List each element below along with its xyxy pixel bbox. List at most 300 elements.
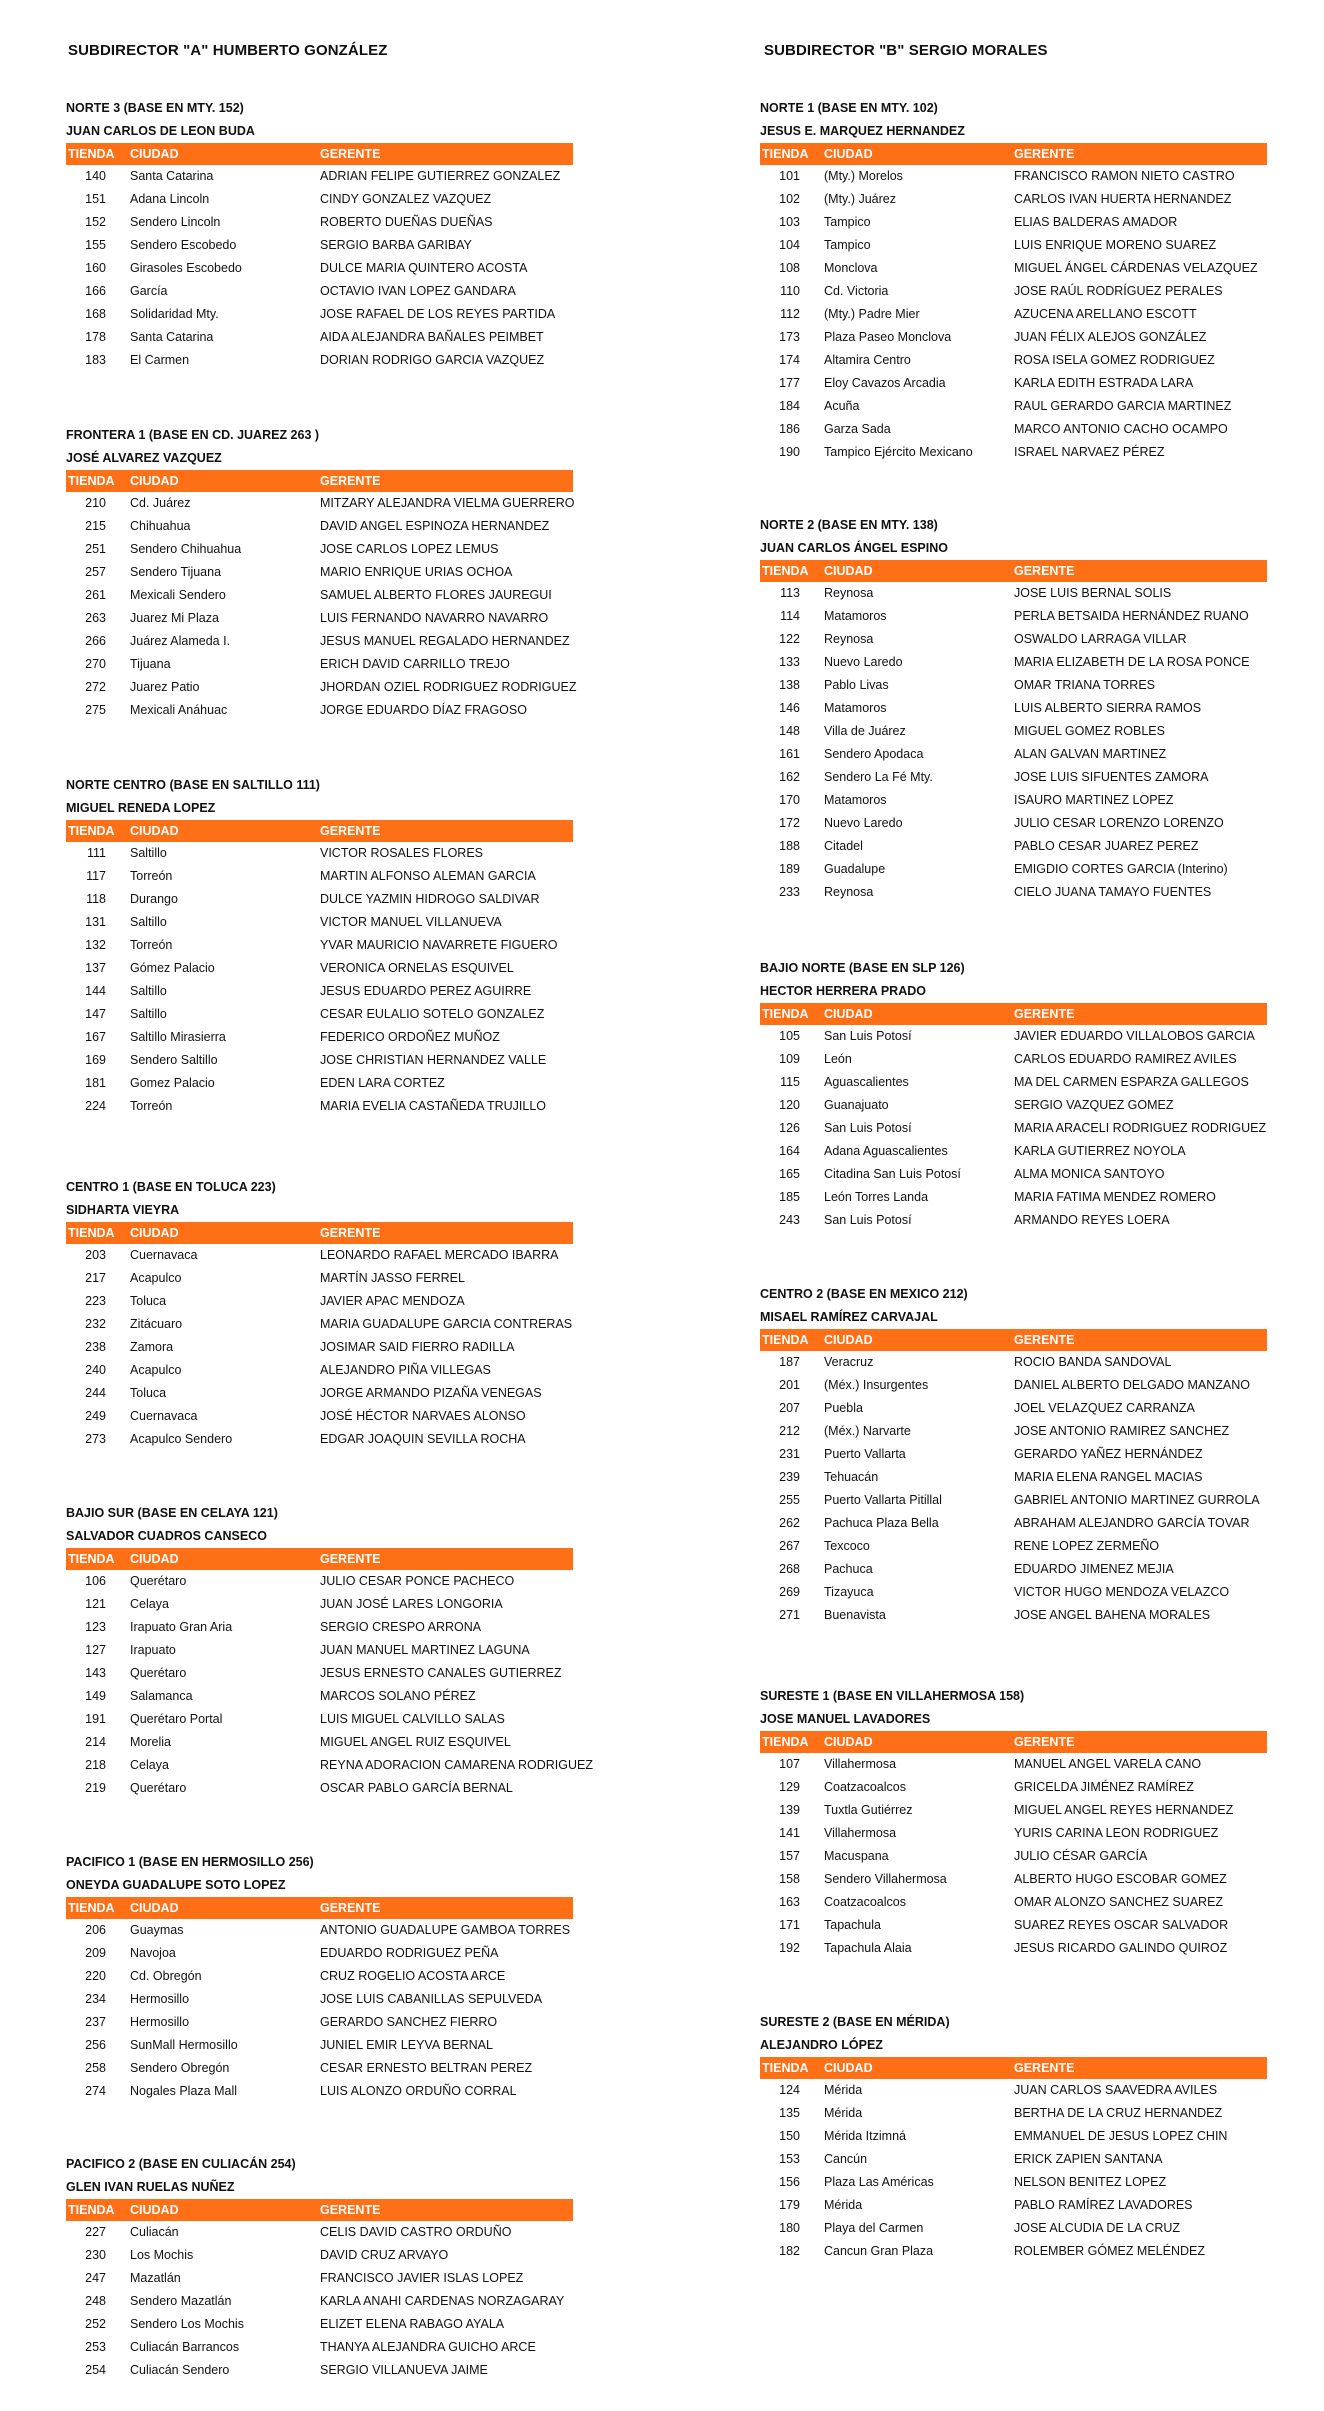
store-number: 187 — [779, 1355, 800, 1369]
table-row — [760, 1558, 1268, 1581]
store-manager: JOSE LUIS SIFUENTES ZAMORA — [1014, 770, 1209, 784]
table-row — [66, 2011, 574, 2034]
table-row — [66, 1428, 574, 1451]
store-number: 106 — [85, 1574, 106, 1588]
region-manager: GLEN IVAN RUELAS NUÑEZ — [66, 2180, 235, 2194]
column-header: CIUDAD — [130, 1901, 179, 1915]
column-header: TIENDA — [762, 1333, 809, 1347]
column-header: TIENDA — [762, 147, 809, 161]
store-number: 117 — [86, 869, 106, 883]
store-manager: DAVID ANGEL ESPINOZA HERNANDEZ — [320, 519, 550, 533]
store-manager: CESAR EULALIO SOTELO GONZALEZ — [320, 1007, 545, 1021]
store-number: 123 — [85, 1620, 106, 1634]
store-number: 146 — [779, 701, 800, 715]
table-row — [760, 1891, 1268, 1914]
region-block — [66, 2153, 574, 2382]
table-row — [66, 1359, 574, 1382]
store-city: Sendero Villahermosa — [824, 1872, 947, 1886]
store-manager: MARIA FATIMA MENDEZ ROMERO — [1014, 1190, 1216, 1204]
region-title: SURESTE 2 (BASE EN MÉRIDA) — [760, 2015, 950, 2029]
store-manager: FEDERICO ORDOÑEZ MUÑOZ — [320, 1030, 500, 1044]
store-manager: LUIS MIGUEL CALVILLO SALAS — [320, 1712, 505, 1726]
table-row — [760, 582, 1268, 605]
store-number: 164 — [779, 1144, 800, 1158]
table-row — [760, 2148, 1268, 2171]
region-title: NORTE CENTRO (BASE EN SALTILLO 111) — [66, 778, 320, 792]
table-row — [760, 766, 1268, 789]
store-number: 163 — [779, 1895, 800, 1909]
store-number: 129 — [779, 1780, 800, 1794]
region-title: NORTE 3 (BASE EN MTY. 152) — [66, 101, 244, 115]
table-row — [760, 234, 1268, 257]
store-manager: YVAR MAURICIO NAVARRETE FIGUERO — [320, 938, 558, 952]
table-row — [760, 1443, 1268, 1466]
store-manager: OSCAR PABLO GARCÍA BERNAL — [320, 1781, 513, 1795]
store-city: Plaza Las Américas — [824, 2175, 934, 2189]
store-city: Monclova — [824, 261, 878, 275]
store-number: 179 — [779, 2198, 800, 2212]
region-block — [66, 97, 574, 372]
region-block — [66, 424, 577, 722]
store-city: Saltillo — [130, 846, 167, 860]
store-number: 181 — [85, 1076, 106, 1090]
table-row — [66, 699, 574, 722]
store-city: Sendero Escobedo — [130, 238, 237, 252]
table-row — [760, 1822, 1268, 1845]
region-block — [66, 1502, 593, 1800]
store-city: Puerto Vallarta Pitillal — [824, 1493, 942, 1507]
store-city: Tuxtla Gutiérrez — [824, 1803, 913, 1817]
subdirector-title: SUBDIRECTOR "B" SERGIO MORALES — [764, 42, 1048, 59]
store-number: 230 — [85, 2248, 106, 2262]
region-block — [66, 1851, 574, 2103]
table-row — [760, 674, 1268, 697]
store-manager: ABRAHAM ALEJANDRO GARCÍA TOVAR — [1014, 1516, 1250, 1530]
store-number: 110 — [780, 284, 800, 298]
store-manager: BERTHA DE LA CRUZ HERNANDEZ — [1014, 2106, 1223, 2120]
store-number: 153 — [779, 2152, 800, 2166]
store-number: 143 — [85, 1666, 106, 1680]
store-city: Sendero Obregón — [130, 2061, 230, 2075]
store-number: 178 — [85, 330, 106, 344]
store-number: 247 — [85, 2271, 106, 2285]
store-city: Veracruz — [824, 1355, 874, 1369]
store-city: Cd. Juárez — [130, 496, 191, 510]
store-number: 240 — [85, 1363, 106, 1377]
store-city: Nuevo Laredo — [824, 655, 903, 669]
store-city: Tapachula Alaia — [824, 1941, 912, 1955]
store-city: Tampico — [824, 215, 871, 229]
store-number: 182 — [779, 2244, 800, 2258]
table-row — [760, 1776, 1268, 1799]
column-header: GERENTE — [320, 147, 381, 161]
store-city: León Torres Landa — [824, 1190, 929, 1204]
table-row — [760, 789, 1268, 812]
store-manager: KARLA GUTIERREZ NOYOLA — [1014, 1144, 1186, 1158]
store-city: Plaza Paseo Monclova — [824, 330, 952, 344]
store-number: 266 — [85, 634, 106, 648]
store-number: 232 — [85, 1317, 106, 1331]
region-title: NORTE 1 (BASE EN MTY. 102) — [760, 101, 938, 115]
store-manager: NELSON BENITEZ LOPEZ — [1014, 2175, 1167, 2189]
store-city: Querétaro Portal — [130, 1712, 223, 1726]
store-city: Villa de Juárez — [824, 724, 906, 738]
store-manager: JUAN JOSÉ LARES LONGORIA — [320, 1597, 503, 1611]
store-manager: ALAN GALVAN MARTINEZ — [1014, 747, 1167, 761]
store-manager: VERONICA ORNELAS ESQUIVEL — [320, 961, 514, 975]
store-city: Coatzacoalcos — [824, 1780, 906, 1794]
store-manager: JORGE EDUARDO DÍAZ FRAGOSO — [320, 703, 527, 717]
store-number: 220 — [85, 1969, 106, 1983]
store-manager: MARIA ELIZABETH DE LA ROSA PONCE — [1014, 655, 1250, 669]
store-city: Pachuca — [824, 1562, 873, 1576]
table-header — [66, 1548, 573, 1570]
column-header: GERENTE — [320, 474, 381, 488]
store-city: Tehuacán — [824, 1470, 879, 1484]
column-header: TIENDA — [68, 1552, 115, 1566]
store-city: Salamanca — [130, 1689, 193, 1703]
region-title: SURESTE 1 (BASE EN VILLAHERMOSA 158) — [760, 1689, 1025, 1703]
store-city: Torreón — [130, 938, 173, 952]
table-row — [760, 881, 1268, 904]
store-city: Santa Catarina — [130, 169, 214, 183]
table-row — [66, 2267, 574, 2290]
store-number: 168 — [85, 307, 106, 321]
region-manager: SALVADOR CUADROS CANSECO — [66, 1529, 267, 1543]
table-row — [66, 1731, 574, 1754]
column-header: CIUDAD — [130, 1226, 179, 1240]
region-manager: JUAN CARLOS DE LEON BUDA — [66, 124, 255, 138]
store-city: Pablo Livas — [824, 678, 889, 692]
table-row — [66, 1965, 574, 1988]
store-city: Cd. Victoria — [824, 284, 889, 298]
store-city: Matamoros — [824, 701, 887, 715]
store-manager: ADRIAN FELIPE GUTIERREZ GONZALEZ — [320, 169, 561, 183]
store-city: Gomez Palacio — [130, 1076, 215, 1090]
table-row — [760, 2102, 1268, 2125]
table-row — [66, 257, 574, 280]
table-row — [760, 1420, 1268, 1443]
table-row — [760, 441, 1268, 464]
store-manager: MANUEL ANGEL VARELA CANO — [1014, 1757, 1202, 1771]
store-city: Toluca — [130, 1386, 167, 1400]
store-number: 267 — [779, 1539, 800, 1553]
table-row — [66, 957, 574, 980]
column-header: CIUDAD — [824, 2061, 873, 2075]
region-block — [760, 2011, 1268, 2263]
store-city: Hermosillo — [130, 2015, 190, 2029]
store-city: Saltillo Mirasierra — [130, 1030, 226, 1044]
store-city: Playa del Carmen — [824, 2221, 924, 2235]
store-city: Torreón — [130, 869, 173, 883]
store-city: Buenavista — [824, 1608, 886, 1622]
table-row — [66, 584, 574, 607]
column-header: CIUDAD — [130, 474, 179, 488]
table-row — [66, 2057, 574, 2080]
store-city: Zitácuaro — [130, 1317, 183, 1331]
store-city: Citadina San Luis Potosí — [824, 1167, 961, 1181]
table-row — [66, 2221, 574, 2244]
store-manager: FRANCISCO JAVIER ISLAS LOPEZ — [320, 2271, 524, 2285]
column-header: GERENTE — [1014, 147, 1075, 161]
store-city: Juarez Mi Plaza — [130, 611, 219, 625]
table-row — [760, 1466, 1268, 1489]
store-manager: JOSE CHRISTIAN HERNANDEZ VALLE — [320, 1053, 547, 1067]
table-header — [66, 1897, 573, 1919]
store-city: Nuevo Laredo — [824, 816, 903, 830]
store-city: Cuernavaca — [130, 1409, 198, 1423]
store-number: 255 — [779, 1493, 800, 1507]
column-header: CIUDAD — [824, 147, 873, 161]
table-header — [66, 143, 573, 165]
store-manager: JESUS MANUEL REGALADO HERNANDEZ — [320, 634, 570, 648]
table-row — [760, 395, 1268, 418]
region-block — [66, 774, 574, 1118]
store-number: 177 — [779, 376, 800, 390]
column-header: TIENDA — [762, 564, 809, 578]
store-manager: ELIZET ELENA RABAGO AYALA — [320, 2317, 505, 2331]
store-city: Sendero Mazatlán — [130, 2294, 232, 2308]
store-number: 203 — [85, 1248, 106, 1262]
store-manager: GERARDO YAÑEZ HERNÁNDEZ — [1014, 1447, 1203, 1461]
table-row — [760, 1351, 1268, 1374]
store-number: 157 — [779, 1849, 800, 1863]
table-row — [760, 2125, 1268, 2148]
store-manager: JOSÉ HÉCTOR NARVAES ALONSO — [320, 1409, 526, 1423]
region-manager: JESUS E. MARQUEZ HERNANDEZ — [760, 124, 965, 138]
store-city: Querétaro — [130, 1574, 187, 1588]
table-row — [66, 1754, 593, 1777]
store-manager: MIGUEL ANGEL RUIZ ESQUIVEL — [320, 1735, 511, 1749]
table-row — [66, 1593, 574, 1616]
store-number: 113 — [780, 586, 800, 600]
region-manager: ALEJANDRO LÓPEZ — [760, 2038, 883, 2052]
store-city: Adana Lincoln — [130, 192, 210, 206]
store-number: 104 — [779, 238, 800, 252]
store-number: 253 — [85, 2340, 106, 2354]
store-manager: JOSE ANGEL BAHENA MORALES — [1014, 1608, 1211, 1622]
store-city: (Mty.) Juárez — [824, 192, 896, 206]
store-number: 135 — [779, 2106, 800, 2120]
table-row — [66, 2290, 574, 2313]
store-manager: SERGIO CRESPO ARRONA — [320, 1620, 482, 1634]
store-city: Coatzacoalcos — [824, 1895, 906, 1909]
store-manager: EDGAR JOAQUIN SEVILLA ROCHA — [320, 1432, 526, 1446]
table-row — [760, 1186, 1268, 1209]
store-city: Texcoco — [824, 1539, 870, 1553]
table-row — [760, 303, 1268, 326]
store-number: 114 — [780, 609, 800, 623]
table-row — [760, 2240, 1268, 2263]
store-manager: ERICK ZAPIEN SANTANA — [1014, 2152, 1163, 2166]
store-city: Aguascalientes — [824, 1075, 909, 1089]
store-manager: ALEJANDRO PIÑA VILLEGAS — [320, 1363, 491, 1377]
store-manager: MARCO ANTONIO CACHO OCAMPO — [1014, 422, 1228, 436]
table-row — [760, 1117, 1268, 1140]
column-header: TIENDA — [68, 2203, 115, 2217]
store-city: Hermosillo — [130, 1992, 190, 2006]
store-manager: REYNA ADORACION CAMARENA RODRIGUEZ — [320, 1758, 593, 1772]
store-manager: RAUL GERARDO GARCIA MARTINEZ — [1014, 399, 1232, 413]
column-header: CIUDAD — [130, 1552, 179, 1566]
store-number: 165 — [779, 1167, 800, 1181]
store-city: Mexicali Sendero — [130, 588, 226, 602]
store-city: Citadel — [824, 839, 863, 853]
region-block — [66, 1176, 574, 1451]
store-manager: GERARDO SANCHEZ FIERRO — [320, 2015, 498, 2029]
store-city: Culiacán — [130, 2225, 179, 2239]
store-number: 212 — [779, 1424, 800, 1438]
store-number: 184 — [779, 399, 800, 413]
store-number: 223 — [85, 1294, 106, 1308]
store-city: Cancun Gran Plaza — [824, 2244, 934, 2258]
store-manager: MIGUEL ÁNGEL CÁRDENAS VELAZQUEZ — [1014, 261, 1258, 275]
store-city: (Mty.) Padre Mier — [824, 307, 920, 321]
table-header — [760, 1329, 1267, 1351]
table-row — [760, 257, 1268, 280]
store-city: Cuernavaca — [130, 1248, 198, 1262]
store-manager: CELIS DAVID CASTRO ORDUÑO — [320, 2225, 512, 2239]
store-number: 111 — [86, 846, 106, 860]
store-manager: GRICELDA JIMÉNEZ RAMÍREZ — [1014, 1780, 1194, 1794]
store-number: 148 — [779, 724, 800, 738]
store-manager: AIDA ALEJANDRA BAÑALES PEIMBET — [320, 330, 544, 344]
store-manager: JUAN CARLOS SAAVEDRA AVILES — [1014, 2083, 1218, 2097]
table-row — [66, 2336, 574, 2359]
store-manager: JOEL VELAZQUEZ CARRANZA — [1014, 1401, 1195, 1415]
store-number: 180 — [779, 2221, 800, 2235]
store-manager: EDEN LARA CORTEZ — [320, 1076, 445, 1090]
table-row — [760, 858, 1268, 881]
store-number: 189 — [779, 862, 800, 876]
store-number: 219 — [85, 1781, 106, 1795]
store-number: 227 — [85, 2225, 106, 2239]
table-row — [760, 1025, 1268, 1048]
store-manager: OMAR TRIANA TORRES — [1014, 678, 1156, 692]
store-number: 231 — [779, 1447, 800, 1461]
store-manager: VICTOR ROSALES FLORES — [320, 846, 484, 860]
store-manager: EMIGDIO CORTES GARCIA (Interino) — [1014, 862, 1228, 876]
store-number: 209 — [85, 1946, 106, 1960]
table-row — [66, 2080, 574, 2103]
table-row — [760, 1140, 1268, 1163]
table-row — [760, 280, 1268, 303]
store-number: 269 — [779, 1585, 800, 1599]
store-city: Girasoles Escobedo — [130, 261, 242, 275]
column-header: GERENTE — [320, 824, 381, 838]
store-number: 162 — [779, 770, 800, 784]
table-row — [760, 1512, 1268, 1535]
store-manager: ARMANDO REYES LOERA — [1014, 1213, 1170, 1227]
store-city: Mérida — [824, 2106, 863, 2120]
store-number: 158 — [779, 1872, 800, 1886]
store-manager: JUAN MANUEL MARTINEZ LAGUNA — [320, 1643, 530, 1657]
store-manager: MARIA ELENA RANGEL MACIAS — [1014, 1470, 1203, 1484]
table-header — [760, 1003, 1267, 1025]
table-row — [66, 676, 577, 699]
table-row — [760, 326, 1268, 349]
store-city: León — [824, 1052, 852, 1066]
store-number: 137 — [85, 961, 106, 975]
table-row — [760, 605, 1268, 628]
region-block — [760, 97, 1268, 464]
store-number: 105 — [779, 1029, 800, 1043]
store-manager: MARIA EVELIA CASTAÑEDA TRUJILLO — [320, 1099, 547, 1113]
store-number: 237 — [85, 2015, 106, 2029]
store-manager: JULIO CESAR LORENZO LORENZO — [1014, 816, 1224, 830]
store-manager: DORIAN RODRIGO GARCIA VAZQUEZ — [320, 353, 545, 367]
table-row — [66, 1095, 574, 1118]
store-number: 261 — [85, 588, 106, 602]
store-city: Sendero Apodaca — [824, 747, 924, 761]
store-number: 150 — [779, 2129, 800, 2143]
store-number: 115 — [780, 1075, 800, 1089]
table-row — [760, 1374, 1268, 1397]
table-row — [760, 1209, 1268, 1232]
store-city: Guadalupe — [824, 862, 886, 876]
table-row — [66, 1639, 574, 1662]
store-manager: ISAURO MARTINEZ LOPEZ — [1014, 793, 1174, 807]
store-number: 218 — [85, 1758, 106, 1772]
store-manager: OCTAVIO IVAN LOPEZ GANDARA — [320, 284, 516, 298]
table-header — [66, 470, 573, 492]
store-manager: CARLOS IVAN HUERTA HERNANDEZ — [1014, 192, 1232, 206]
store-manager: SUAREZ REYES OSCAR SALVADOR — [1014, 1918, 1229, 1932]
store-manager: JHORDAN OZIEL RODRIGUEZ RODRIGUEZ — [320, 680, 577, 694]
column-header: TIENDA — [68, 147, 115, 161]
table-row — [760, 2079, 1268, 2102]
store-manager: SERGIO VAZQUEZ GOMEZ — [1014, 1098, 1174, 1112]
column-header: GERENTE — [1014, 2061, 1075, 2075]
store-city: Juarez Patio — [130, 680, 200, 694]
store-manager: LUIS ALBERTO SIERRA RAMOS — [1014, 701, 1202, 715]
store-city: Zamora — [130, 1340, 174, 1354]
store-manager: ANTONIO GUADALUPE GAMBOA TORRES — [320, 1923, 571, 1937]
store-number: 170 — [779, 793, 800, 807]
region-title: FRONTERA 1 (BASE EN CD. JUAREZ 263 ) — [66, 428, 320, 442]
store-manager: MIGUEL GOMEZ ROBLES — [1014, 724, 1165, 738]
table-row — [66, 1708, 574, 1731]
store-manager: JULIO CESAR PONCE PACHECO — [320, 1574, 515, 1588]
table-row — [760, 372, 1268, 395]
column-header: TIENDA — [762, 1735, 809, 1749]
table-row — [66, 607, 574, 630]
store-number: 272 — [85, 680, 106, 694]
table-header — [66, 820, 573, 842]
store-number: 155 — [85, 238, 106, 252]
store-manager: MARIA GUADALUPE GARCIA CONTRERAS — [320, 1317, 573, 1331]
store-number: 109 — [779, 1052, 800, 1066]
store-number: 239 — [779, 1470, 800, 1484]
store-city: Eloy Cavazos Arcadia — [824, 376, 946, 390]
store-number: 258 — [85, 2061, 106, 2075]
store-manager: JOSE ANTONIO RAMIREZ SANCHEZ — [1014, 1424, 1230, 1438]
store-number: 133 — [779, 655, 800, 669]
store-number: 270 — [85, 657, 106, 671]
store-manager: DULCE YAZMIN HIDROGO SALDIVAR — [320, 892, 540, 906]
store-city: San Luis Potosí — [824, 1029, 912, 1043]
column-header: GERENTE — [320, 1552, 381, 1566]
store-city: Solidaridad Mty. — [130, 307, 219, 321]
store-manager: JULIO CÉSAR GARCÍA — [1014, 1849, 1148, 1863]
table-row — [66, 515, 574, 538]
table-row — [760, 1604, 1268, 1627]
store-manager: JOSE LUIS CABANILLAS SEPULVEDA — [320, 1992, 543, 2006]
table-row — [66, 188, 574, 211]
store-manager: VICTOR HUGO MENDOZA VELAZCO — [1014, 1585, 1230, 1599]
store-city: Acuña — [824, 399, 860, 413]
store-city: Chihuahua — [130, 519, 191, 533]
